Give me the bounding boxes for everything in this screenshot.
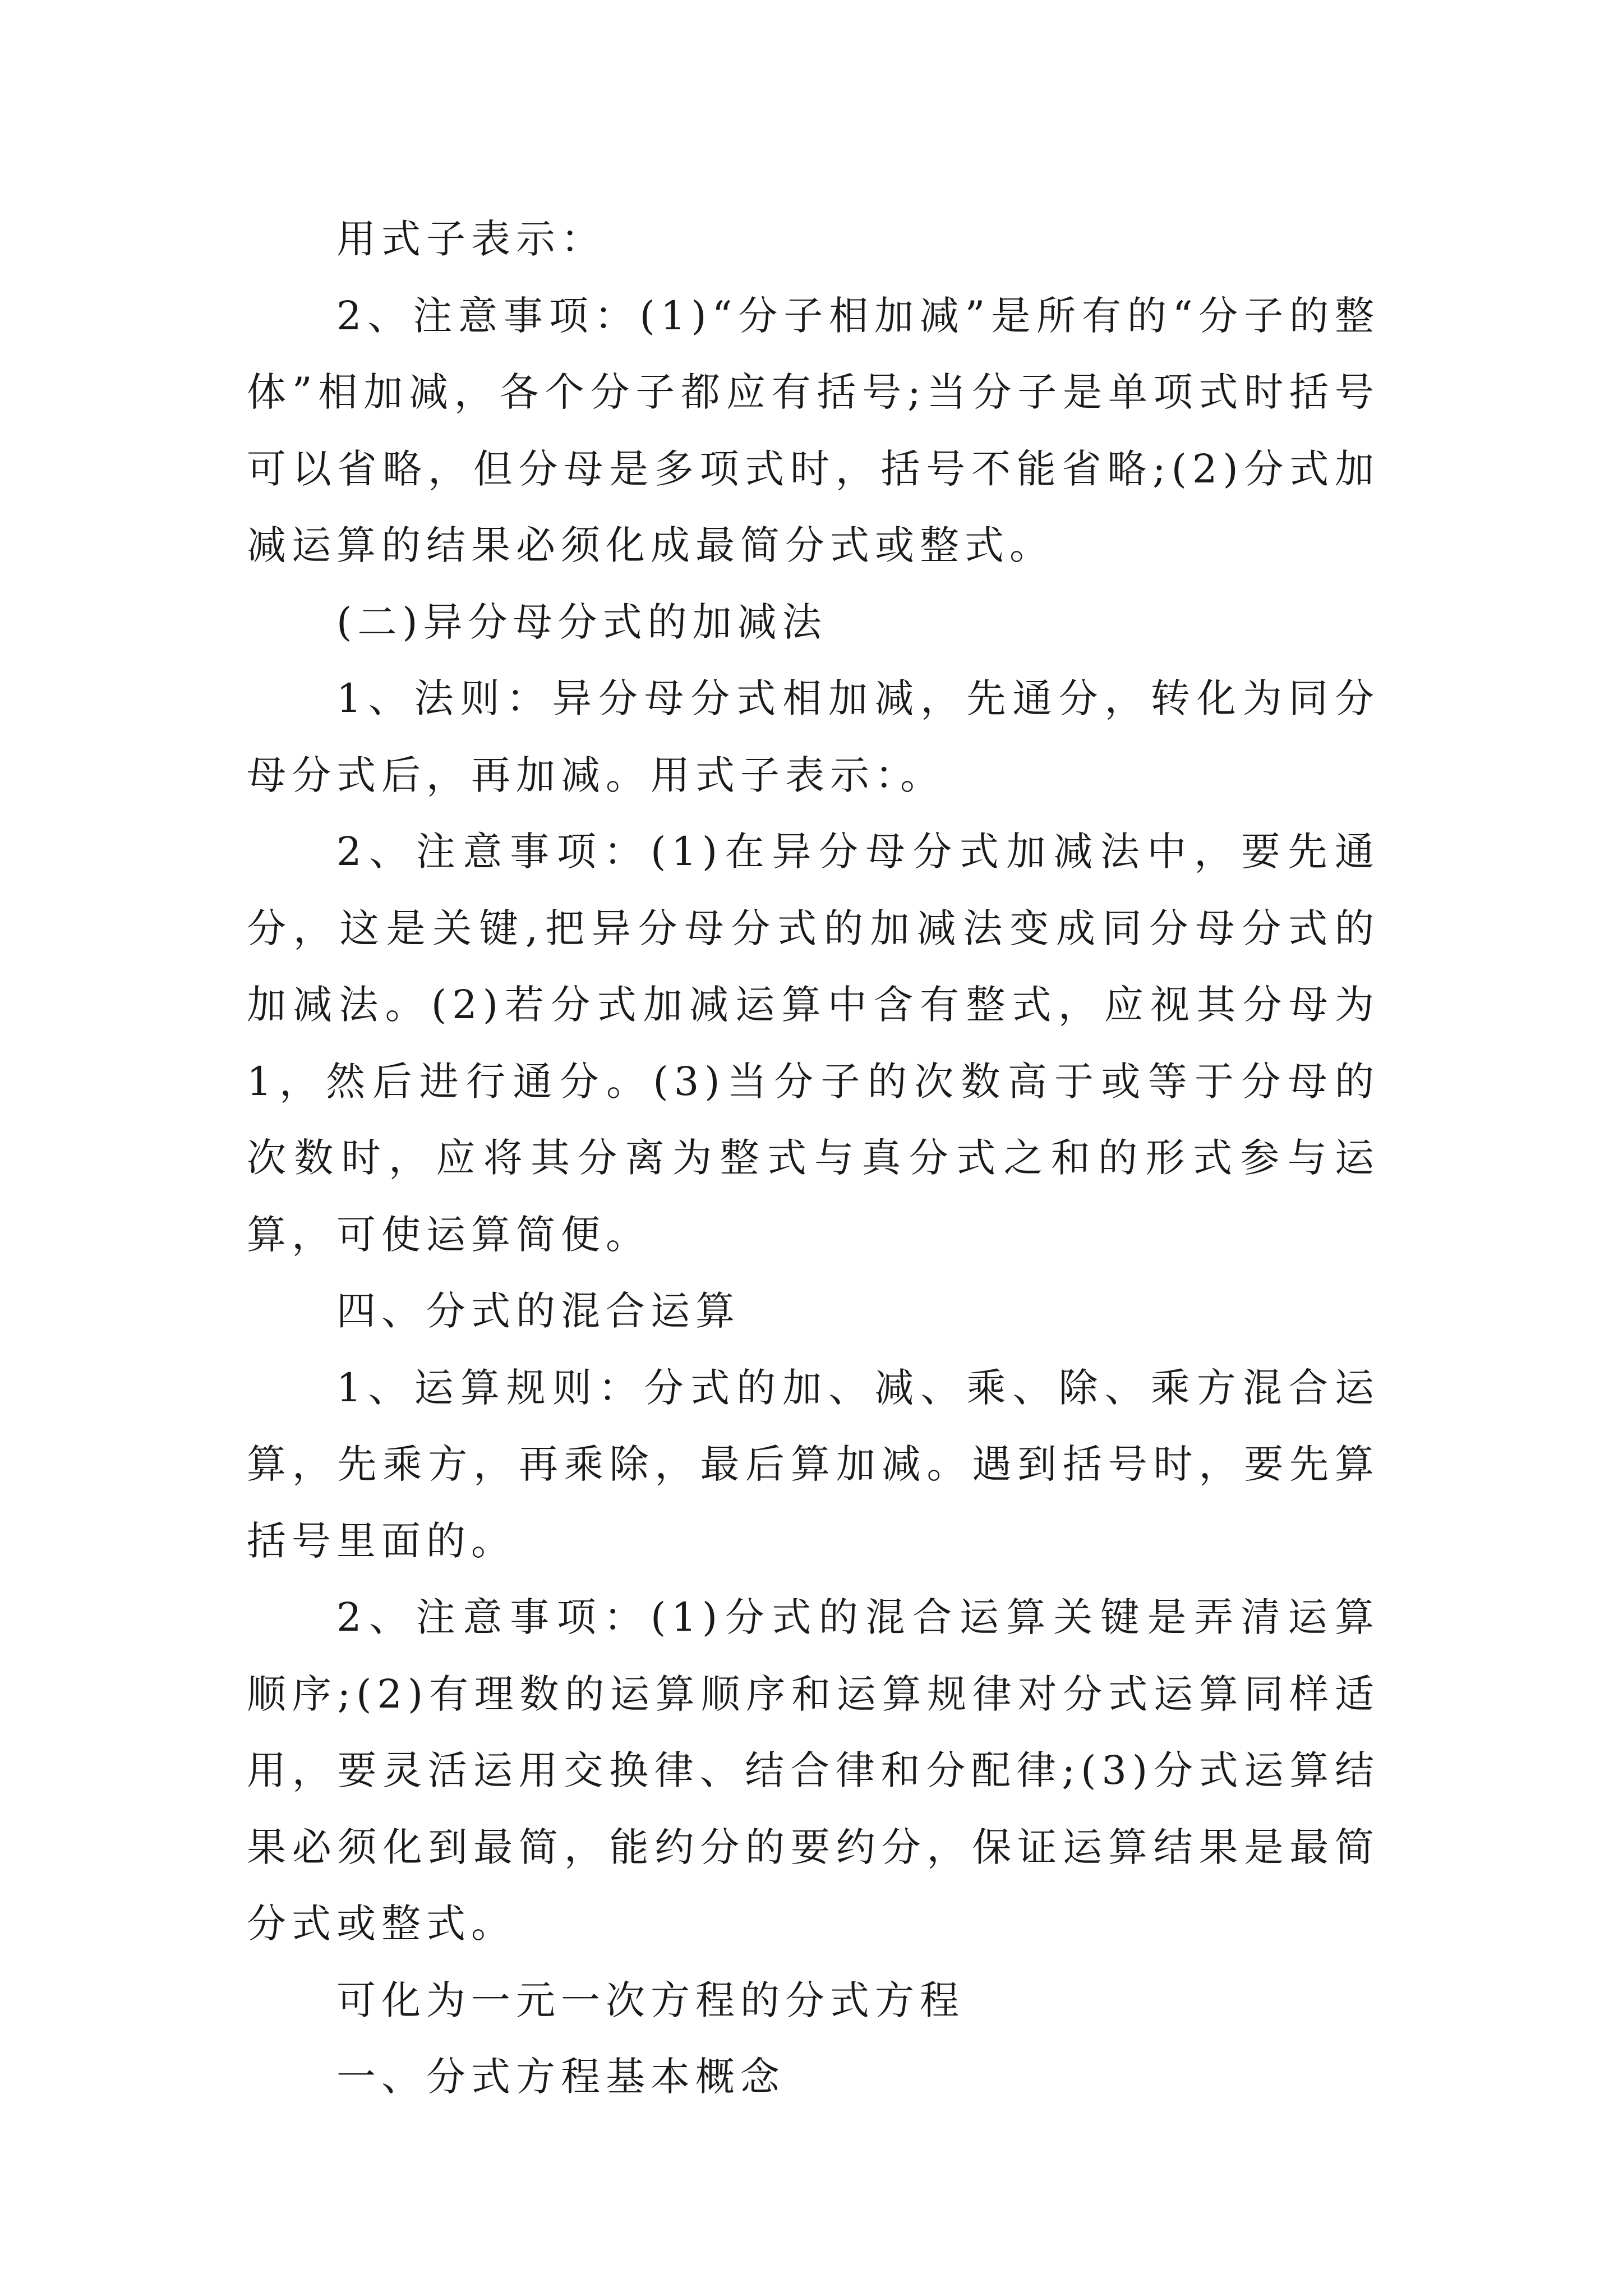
section-heading-basic-concepts: 一、分式方程基本概念 bbox=[336, 2054, 785, 2100]
paragraph-same-denominator-notes: 2、注意事项：(1)“分子相加减”是所有的“分子的整体”相加减，各个分子都应有括号;当分子是单项式时括号可以省略，但分母是多项式时，括号不能省略;(2)分式加减运算的结果必须化成最简分式或整式。 bbox=[247, 292, 1380, 568]
paragraph-different-denominator-rule: 1、法则：异分母分式相加减，先通分，转化为同分母分式后，再加减。用式子表示：。 bbox=[247, 675, 1380, 798]
document-body bbox=[247, 201, 1380, 2115]
section-heading-fractional-equation: 可化为一元一次方程的分式方程 bbox=[336, 1977, 965, 2023]
section-heading-mixed-operations: 四、分式的混合运算 bbox=[336, 1288, 740, 1334]
paragraph-formula-intro: 用式子表示： bbox=[336, 216, 606, 262]
paragraph-different-denominator-notes: 2、注意事项：(1)在异分母分式加减法中，要先通分，这是关键,把异分母分式的加减法变成同分母分式的加减法。(2)若分式加减运算中含有整式，应视其分母为1，然后进行通分。(3)当分子的次数高于或等于分母的次数时，应将其分离为整式与真分式之和的形式参与运算，可使运算简便。 bbox=[247, 829, 1380, 1258]
paragraph-mixed-operations-rule: 1、运算规则：分式的加、减、乘、除、乘方混合运算，先乘方，再乘除，最后算加减。遇到括号时，要先算括号里面的。 bbox=[247, 1364, 1380, 1564]
paragraph-mixed-operations-notes: 2、注意事项：(1)分式的混合运算关键是弄清运算顺序;(2)有理数的运算顺序和运算规律对分式运算同样适用，要灵活运用交换律、结合律和分配律;(3)分式运算结果必须化到最简，能约分的要约分，保证运算结果是最简分式或整式。 bbox=[247, 1594, 1380, 1947]
section-heading-different-denominator: (二)异分母分式的加减法 bbox=[336, 599, 827, 645]
